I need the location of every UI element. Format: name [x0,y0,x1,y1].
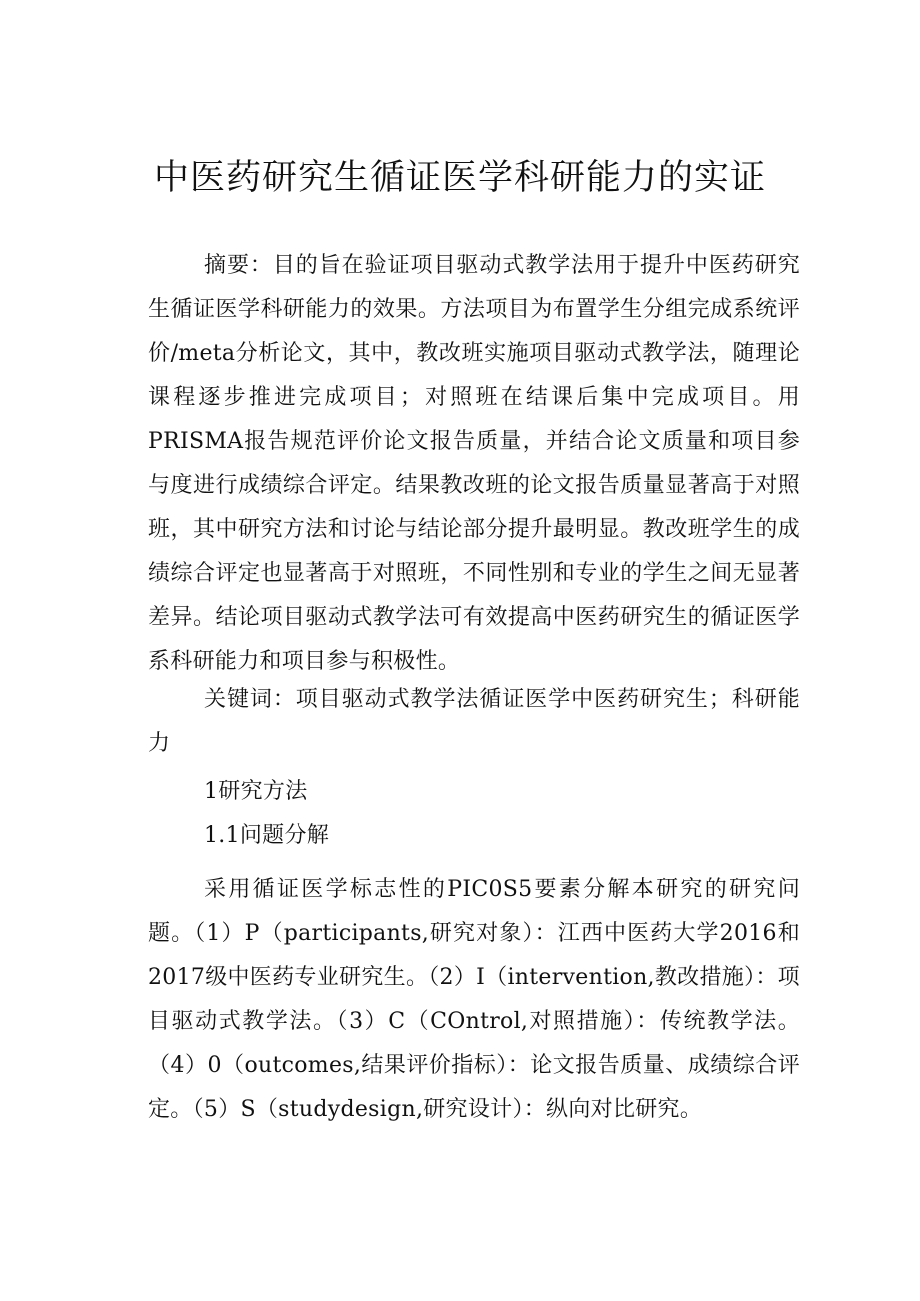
keywords-text: 项目驱动式教学法循证医学中医药研究生；科研能力 [148,687,800,756]
section-heading-1-1 [148,814,800,858]
abstract-label: 摘要： [204,253,273,278]
section-1-1-title: 1.1问题分解 [204,823,330,848]
section-heading-1 [148,770,800,814]
keywords-paragraph [148,678,800,766]
picos-paragraph: 采用循证医学标志性的PIC0S5要素分解本研究的研究问题。（1）P（participants,研究对象）：江西中医药大学2016和2017级中医药专业研究生。（2）I（intervention,教改措施）：项目驱动式教学法。（3）C（COntrol,对照措施）：传统教学法。（4）0（outcomes,结果评价指标）：论文报告质量、成绩综合评定。（5）S（studydesign,研究设计）：纵向对比研究。 [148,877,800,1122]
abstract-paragraph [148,244,800,684]
section-1-title: 1研究方法 [204,779,308,804]
keywords-label: 关键词： [204,687,296,712]
abstract-section [148,244,800,684]
document-title: 中医药研究生循证医学科研能力的实证 [153,158,766,198]
keywords-section [148,678,800,766]
picos-section [148,868,800,1132]
abstract-text: 目的旨在验证项目驱动式教学法用于提升中医药研究生循证医学科研能力的效果。方法项目为布置学生分组完成系统评价/meta分析论文，其中，教改班实施项目驱动式教学法，随理论课程逐步推进完成项目；对照班在结课后集中完成项目。用PRISMA报告规范评价论文报告质量，并结合论文质量和项目参与度进行成绩综合评定。结果教改班的论文报告质量显著高于对照班，其中研究方法和讨论与结论部分提升最明显。教改班学生的成绩综合评定也显著高于对照班，不同性别和专业的学生之间无显著差异。结论项目驱动式教学法可有效提高中医药研究生的循证医学系科研能力和项目参与积极性。 [148,253,800,674]
